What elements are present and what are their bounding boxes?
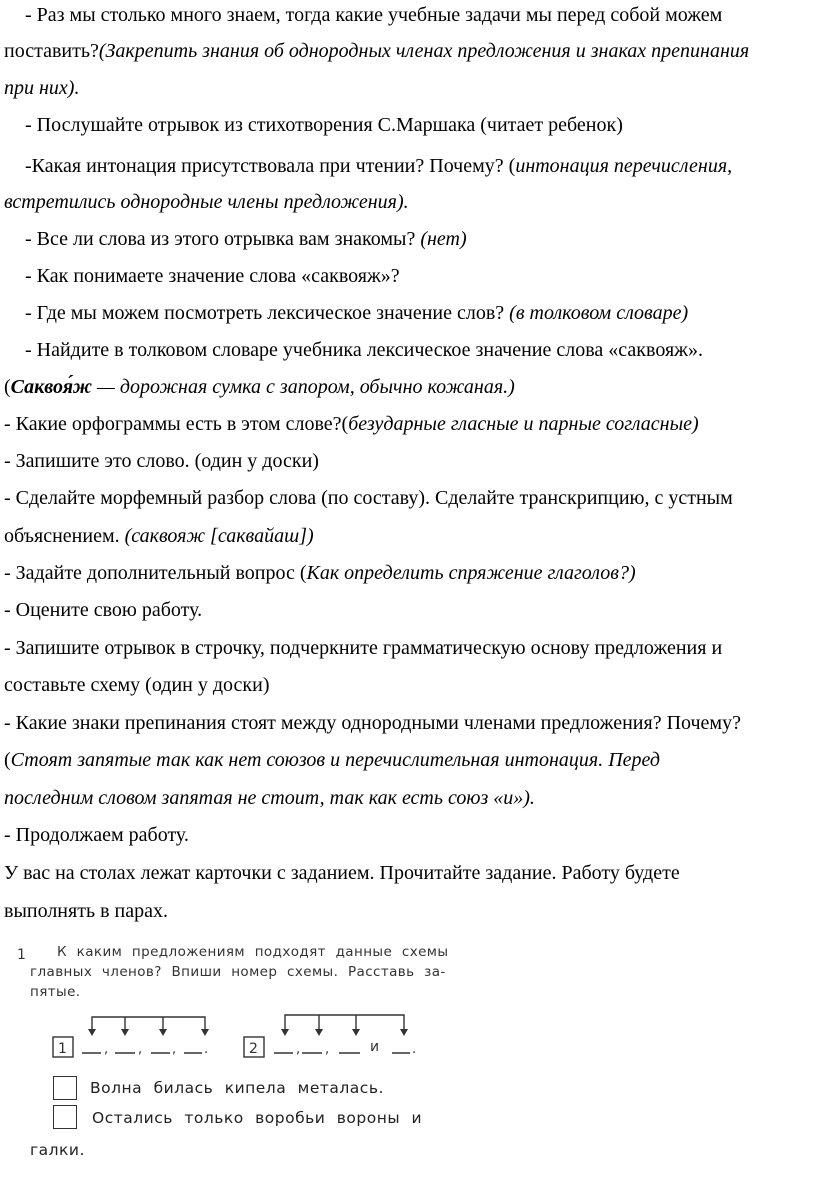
text-line: (Стоят запятые так как нет союзов и перечислительная интонация. Перед: [4, 749, 661, 771]
task-text: К каким предложениям подходят данные схемы: [57, 944, 449, 960]
scheme2-number: 2: [249, 1041, 258, 1057]
task-text: пятые.: [30, 984, 81, 1000]
svg-text:.: .: [204, 1042, 209, 1057]
text-line: составьте схему (один у доски): [4, 674, 270, 696]
text-line: - Запишите это слово. (один у доски): [4, 450, 319, 472]
text-line: - Найдите в толковом словаре учебника лексическое значение слова «саквояж».: [25, 339, 703, 361]
scheme2-bracket: [285, 1015, 404, 1034]
sentence-1: Волна билась кипела металась.: [90, 1079, 384, 1097]
text-line: - Где мы можем посмотреть лексическое значение слов? (в толковом словаре): [25, 302, 689, 324]
answer-box-2[interactable]: [53, 1105, 77, 1129]
text-line: У вас на столах лежат карточки с заданием. Прочитайте задание. Работу будете: [4, 862, 680, 884]
scheme2-conjunction: и: [370, 1039, 380, 1055]
svg-text:,: ,: [172, 1042, 177, 1057]
text-line: выполнять в парах.: [4, 900, 168, 922]
sentence-2-continued: галки.: [30, 1141, 85, 1159]
text-line: при них).: [4, 77, 80, 99]
text-line: - Все ли слова из этого отрывка вам знакомы? (нет): [25, 228, 467, 250]
svg-text:,: ,: [138, 1042, 143, 1057]
scheme1-bracket: [92, 1017, 205, 1034]
text-line: - Сделайте морфемный разбор слова (по составу). Сделайте транскрипцию, с устным: [4, 487, 733, 509]
text-line: - Запишите отрывок в строчку, подчеркните грамматическую основу предложения и: [4, 637, 723, 659]
text-line: - Раз мы столько много знаем, тогда какие учебные задачи мы перед собой можем: [25, 4, 723, 26]
text-line: - Как понимаете значение слова «саквояж»?: [25, 265, 400, 287]
text-line: - Послушайте отрывок из стихотворения С.Маршака (читает ребенок): [25, 114, 623, 136]
text-line: (Саквоя́ж — дорожная сумка с запором, обычно кожаная.): [4, 376, 515, 398]
svg-text:,: ,: [325, 1042, 330, 1057]
text-line: поставить?(Закрепить знания об однородных членах предложения и знаках препинания: [4, 40, 750, 62]
text-line: объяснением. (саквояж [саквайаш]): [4, 525, 314, 547]
text-line: - Задайте дополнительный вопрос (Как определить спряжение глаголов?): [4, 562, 636, 584]
schemes-diagram: [0, 1005, 460, 1065]
text-line: последним словом запятая не стоит, так как есть союз «и»).: [4, 787, 535, 809]
text-line: - Какие орфограммы есть в этом слове?(безударные гласные и парные согласные): [4, 413, 699, 435]
answer-box-1[interactable]: [53, 1076, 77, 1100]
text-line: встретились однородные члены предложения).: [4, 191, 409, 213]
scheme1-number: 1: [58, 1041, 67, 1057]
text-line: -Какая интонация присутствовала при чтении? Почему? (интонация перечисления,: [25, 155, 733, 177]
task-number: 1: [17, 947, 27, 963]
sentence-2: Остались только воробьи вороны и: [92, 1109, 423, 1127]
text-line: - Продолжаем работу.: [4, 824, 189, 846]
task-text: главных членов? Впиши номер схемы. Расставь за-: [30, 964, 446, 980]
svg-text:.: .: [412, 1042, 417, 1057]
svg-text:,: ,: [104, 1042, 109, 1057]
text-line: - Оцените свою работу.: [4, 599, 203, 621]
text-line: - Какие знаки препинания стоят между однородными членами предложения? Почему?: [4, 712, 741, 734]
svg-text:,: ,: [296, 1042, 301, 1057]
